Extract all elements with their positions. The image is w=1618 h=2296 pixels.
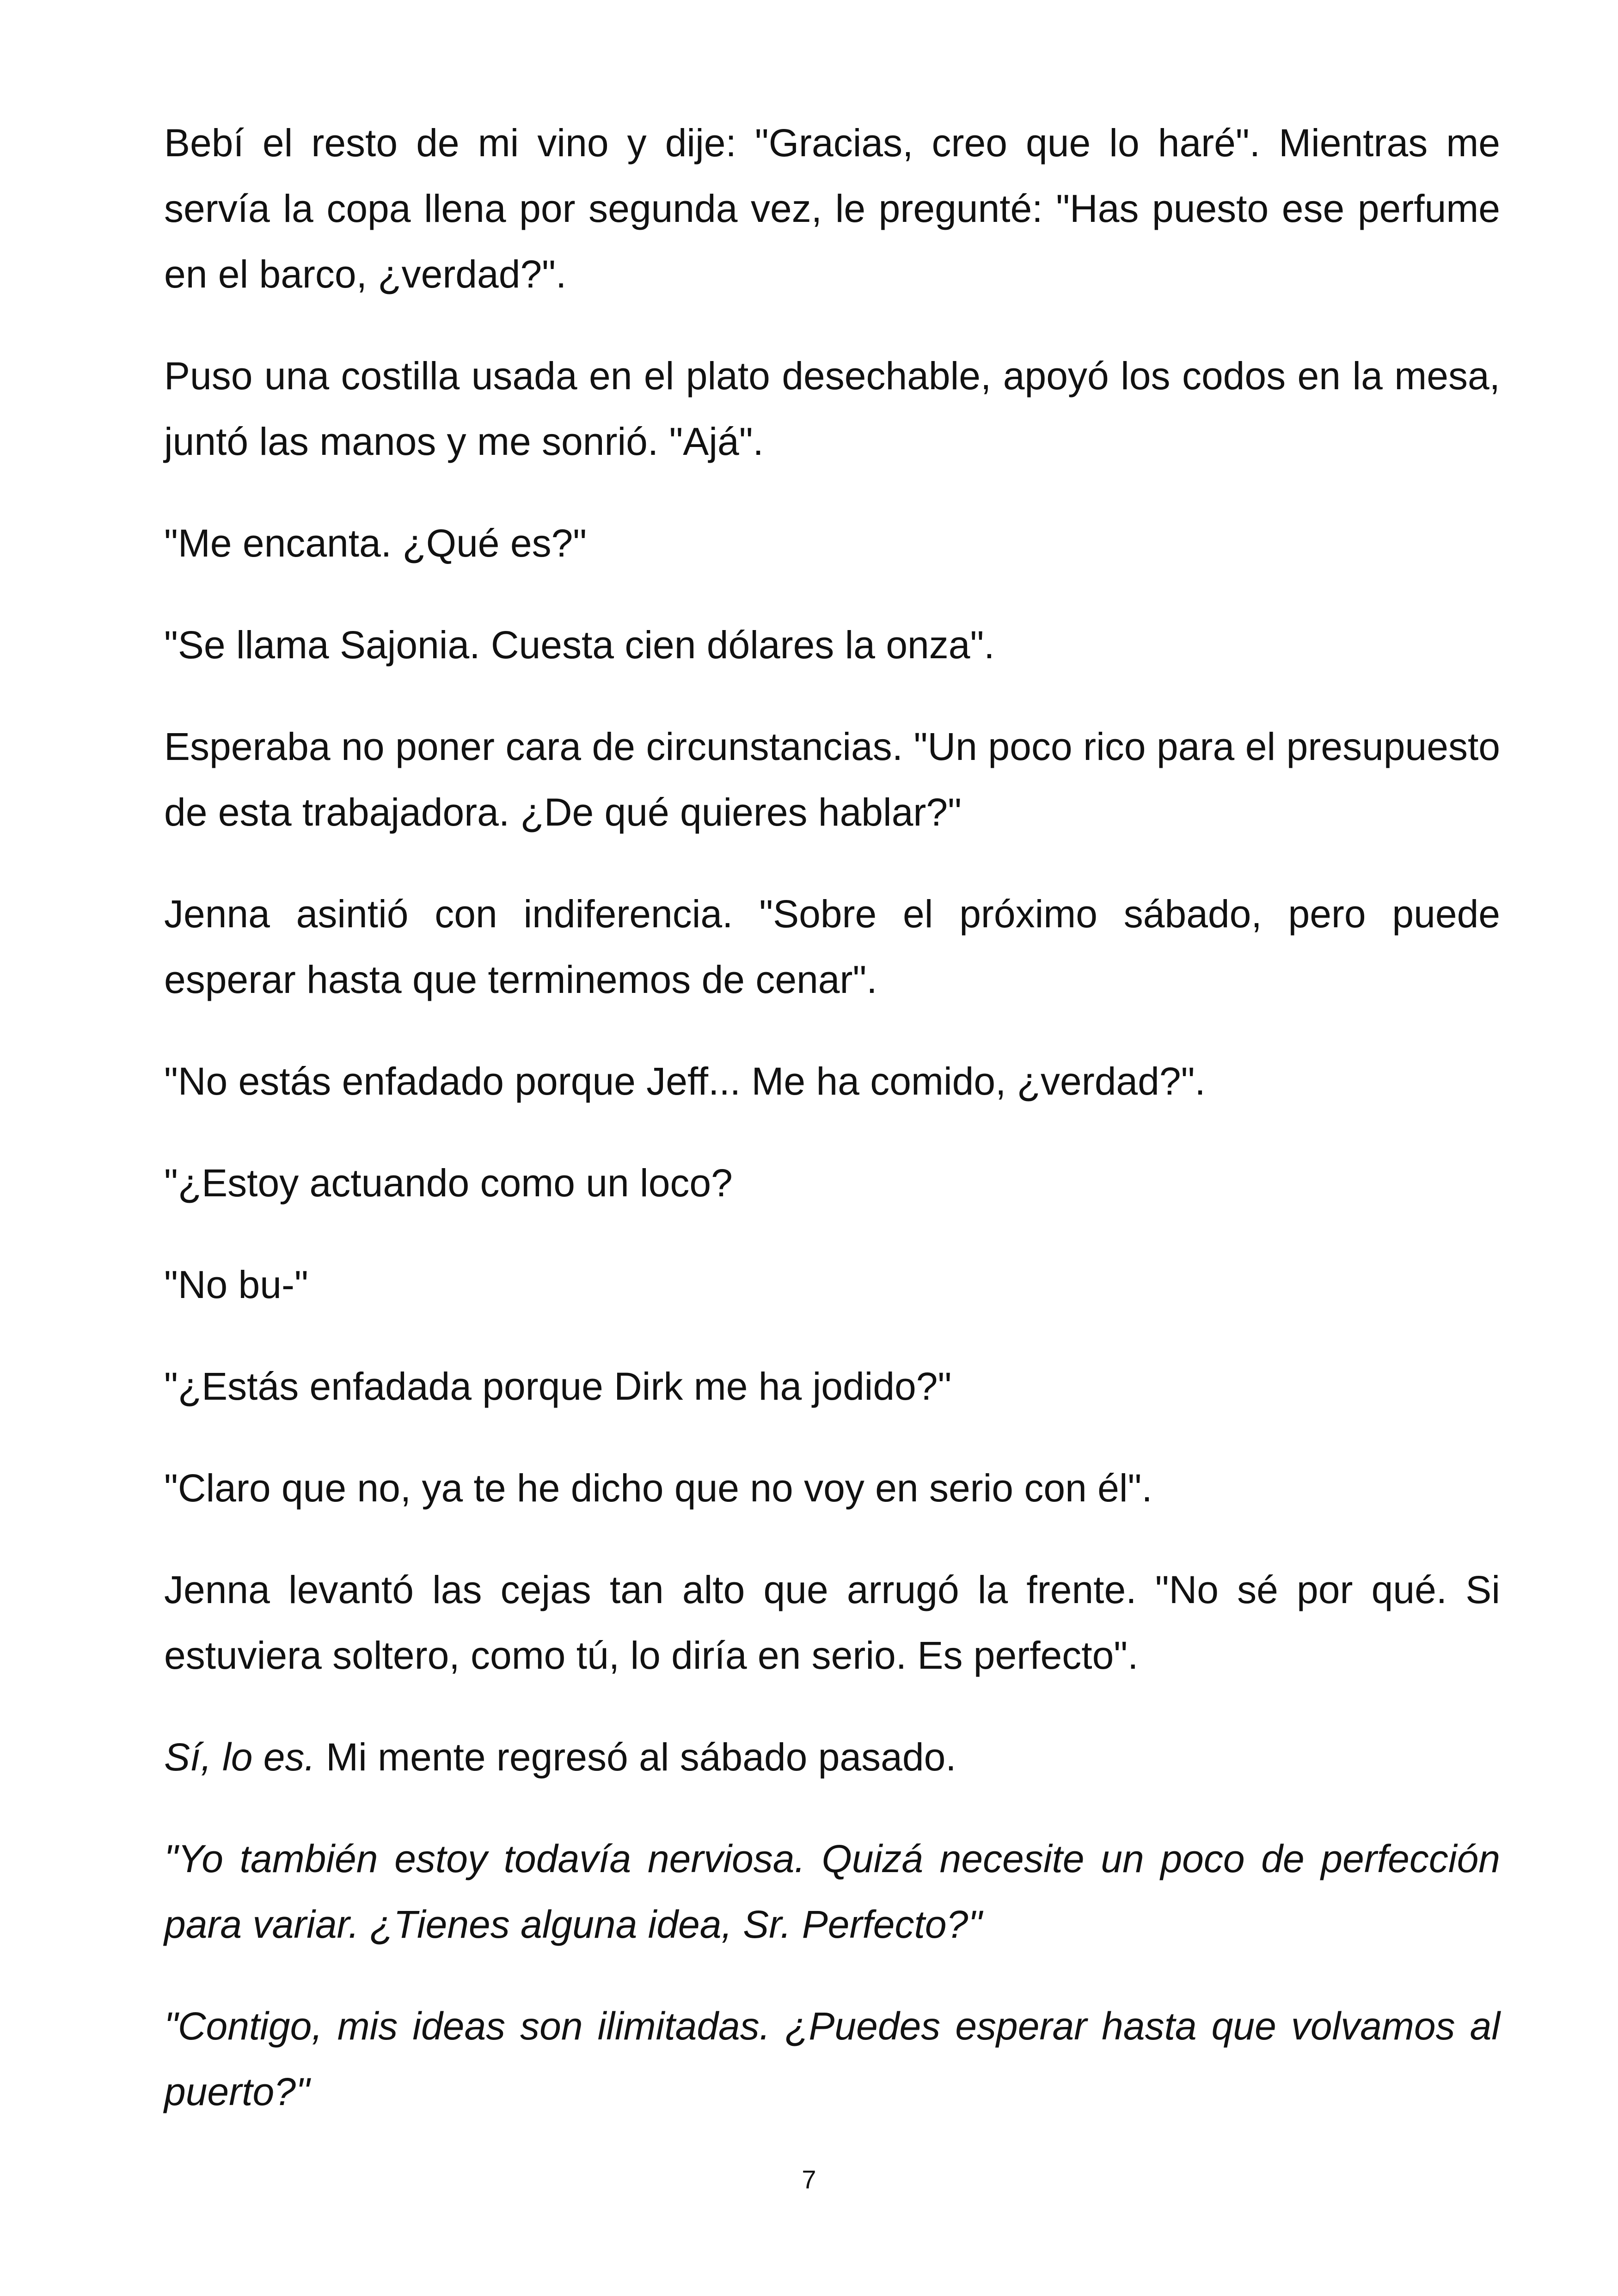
paragraph-11 [164, 1455, 1500, 1521]
paragraph-7 [164, 1048, 1500, 1114]
paragraph-italic-lead: Sí, lo es. [164, 1735, 315, 1779]
paragraph-15 [164, 1993, 1500, 2125]
paragraph-text: Mi mente regresó al sábado pasado. [315, 1735, 956, 1779]
paragraph-9 [164, 1252, 1500, 1317]
page-number: 7 [802, 2165, 816, 2194]
paragraph-8 [164, 1150, 1500, 1216]
paragraph-text: "No bu-" [164, 1263, 308, 1306]
paragraph-text: "Claro que no, ya te he dicho que no voy en serio con él". [164, 1466, 1152, 1510]
paragraph-text: Jenna asintió con indiferencia. "Sobre el próximo sábado, pero puede esperar hasta que terminemos de cenar". [164, 892, 1500, 1001]
paragraph-12 [164, 1557, 1500, 1688]
paragraph-text: "¿Estoy actuando como un loco? [164, 1161, 733, 1205]
paragraph-text: "No estás enfadado porque Jeff... Me ha comido, ¿verdad?". [164, 1059, 1206, 1103]
paragraph-14 [164, 1826, 1500, 1957]
paragraph-10 [164, 1353, 1500, 1419]
paragraph-5 [164, 714, 1500, 845]
paragraph-text: "Me encanta. ¿Qué es?" [164, 521, 587, 565]
paragraph-text: Bebí el resto de mi vino y dije: "Gracias, creo que lo haré". Mientras me servía la copa llena por segunda vez, le pregunté: "Has puesto ese perfume en el barco, ¿verdad?". [164, 121, 1500, 296]
paragraph-1 [164, 110, 1500, 307]
paragraph-text: "¿Estás enfadada porque Dirk me ha jodido?" [164, 1365, 952, 1408]
paragraph-text: Puso una costilla usada en el plato desechable, apoyó los codos en la mesa, juntó las manos y me sonrió. "Ajá". [164, 354, 1500, 463]
paragraph-2 [164, 343, 1500, 474]
paragraph-3 [164, 510, 1500, 576]
paragraph-text: "Yo también estoy todavía nerviosa. Quizá necesite un poco de perfección para variar. ¿Tienes alguna idea, Sr. Perfecto?" [164, 1837, 1500, 1946]
paragraph-13 [164, 1724, 1500, 1790]
paragraph-text: Jenna levantó las cejas tan alto que arrugó la frente. "No sé por qué. Si estuviera soltero, como tú, lo diría en serio. Es perfecto". [164, 1568, 1500, 1677]
body-text [164, 110, 1500, 2161]
paragraph-text: "Contigo, mis ideas son ilimitadas. ¿Puedes esperar hasta que volvamos al puerto?" [164, 2004, 1500, 2113]
paragraph-text: "Se llama Sajonia. Cuesta cien dólares la onza". [164, 623, 995, 667]
paragraph-4 [164, 612, 1500, 678]
paragraph-text: Esperaba no poner cara de circunstancias. "Un poco rico para el presupuesto de esta trabajadora. ¿De qué quieres hablar?" [164, 725, 1500, 834]
paragraph-6 [164, 881, 1500, 1012]
